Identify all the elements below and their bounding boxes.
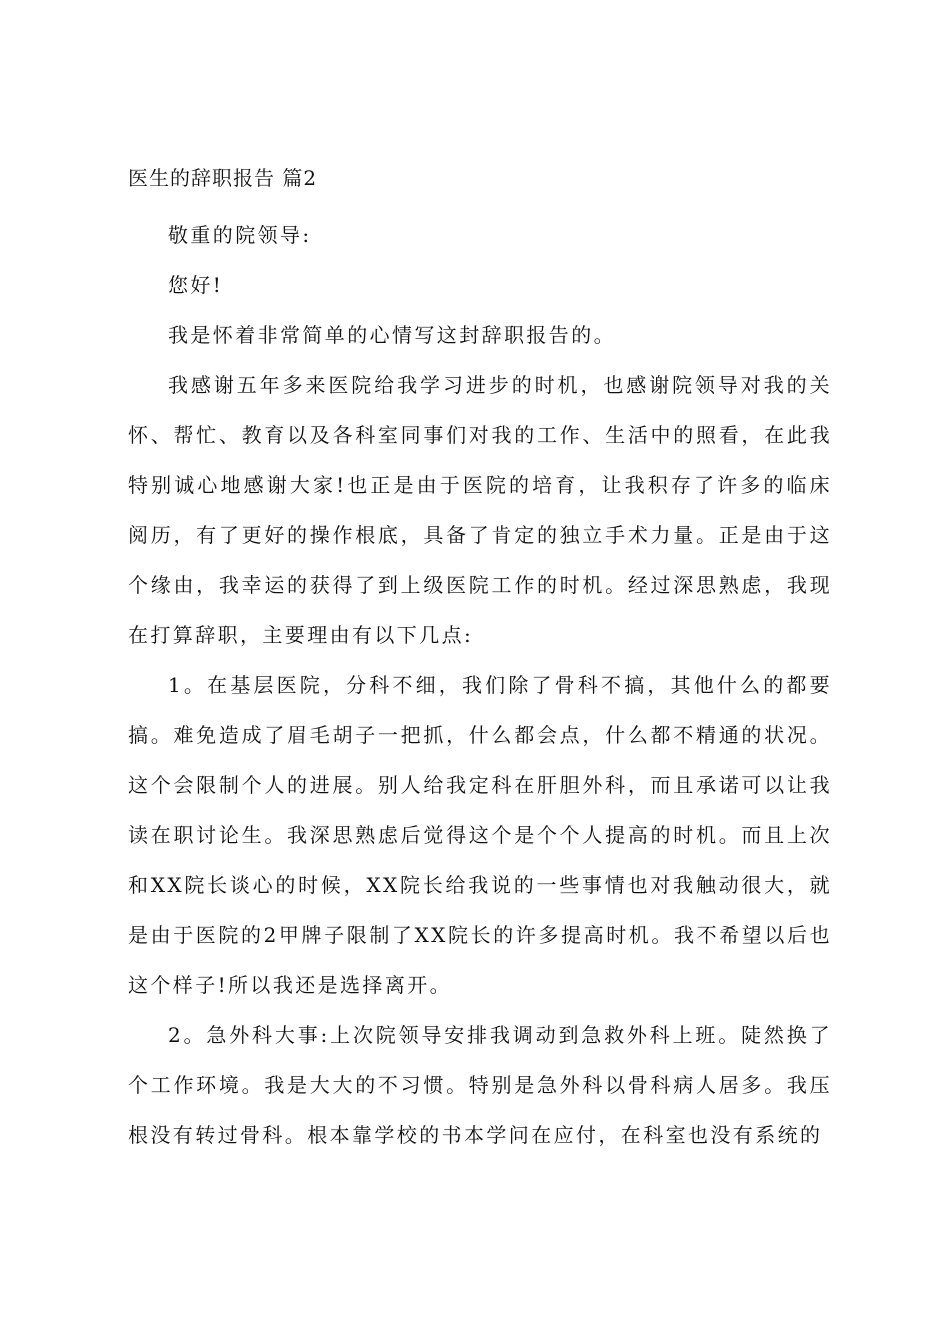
body-paragraph-reason-1: 1。在基层医院，分科不细，我们除了骨科不搞，其他什么的都要搞。难免造成了眉毛胡子一把抓，什么都会点，什么都不精通的状况。这个会限制个人的进展。别人给我定科在肝胆外科，而且承诺可以让我读在职讨论生。我深思熟虑后觉得这个是个个人提高的时机。而且上次和XX院长谈心的时候，XX院长给我说的一些事情也对我触动很大，就是由于医院的2甲牌子限制了XX院长的许多提高时机。我不希望以后也这个样子!所以我还是选择离开。 <box>128 673 832 997</box>
body-paragraph-reason-2: 2。急外科大事:上次院领导安排我调动到急救外科上班。陡然换了个工作环境。我是大大的不习惯。特别是急外科以骨科病人居多。我压根没有转过骨科。根本靠学校的书本学问在应付，在科室也没有系统的 <box>128 1023 832 1147</box>
body-paragraph-thanks: 我感谢五年多来医院给我学习进步的时机，也感谢院领导对我的关怀、帮忙、教育以及各科室同事们对我的工作、生活中的照看，在此我特别诚心地感谢大家!也正是由于医院的培育，让我积存了许多的临床阅历，有了更好的操作根底，具备了肯定的独立手术力量。正是由于这个缘由，我幸运的获得了到上级医院工作的时机。经过深思熟虑，我现在打算辞职，主要理由有以下几点: <box>128 373 832 647</box>
greeting: 您好! <box>168 273 224 297</box>
opening-sentence: 我是怀着非常简单的心情写这封辞职报告的。 <box>168 323 616 347</box>
document-title: 医生的辞职报告 篇2 <box>128 166 318 190</box>
salutation: 敬重的院领导: <box>168 223 312 247</box>
